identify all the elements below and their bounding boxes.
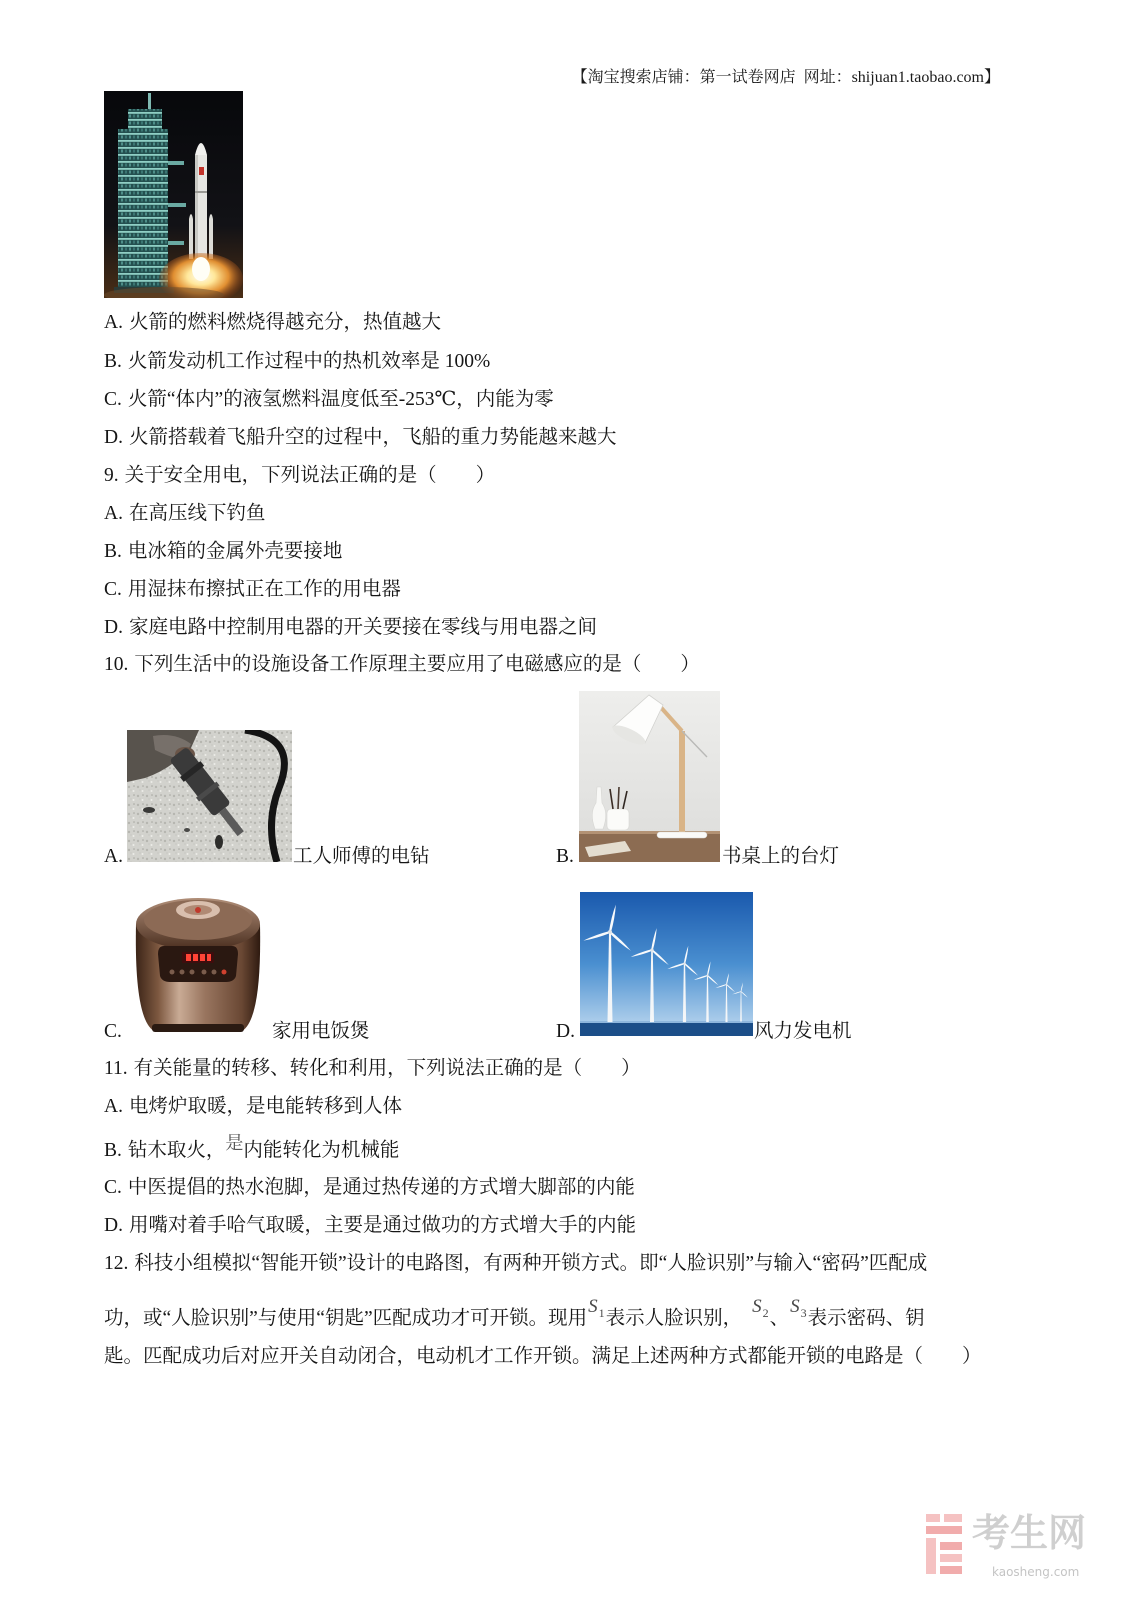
q9-stem xyxy=(104,464,495,488)
control-panel xyxy=(158,946,238,982)
desk-lamp-photo xyxy=(579,691,720,862)
switch-s2-symbol xyxy=(752,1295,769,1320)
q11-option-c xyxy=(104,1176,635,1200)
q9-option-a xyxy=(104,502,265,526)
rocket-launch-photo xyxy=(104,91,243,298)
question-number: 10. xyxy=(104,654,129,675)
q10-option-a-caption: 工人师傅的电钻 xyxy=(293,846,430,867)
q11-option-b xyxy=(104,1133,400,1162)
q9-option-b xyxy=(104,540,342,564)
rice-cooker-photo xyxy=(126,884,270,1038)
kaosheng-logo-icon xyxy=(922,1512,966,1578)
option-label: A. xyxy=(104,1096,123,1117)
option-text: 火箭的燃料燃烧得越充分，热值越大 xyxy=(128,312,441,333)
question-text: 关于安全用电，下列说法正确的是（ ） xyxy=(124,465,496,486)
switch-letter: S xyxy=(588,1296,598,1317)
switch-subscript: 2 xyxy=(762,1306,769,1320)
option-label: B. xyxy=(104,1140,122,1161)
option-text-part: 钻木取火， xyxy=(127,1140,226,1161)
q11-option-a xyxy=(104,1095,402,1119)
option-text: 电烤炉取暖，是电能转移到人体 xyxy=(128,1096,402,1117)
question-number: 12. xyxy=(104,1253,129,1274)
q10-option-d-label: D. xyxy=(556,1021,575,1042)
option-text: 家庭电路中控制用电器的开关要接在零线与用电器之间 xyxy=(128,617,597,638)
q10-option-b-caption: 书桌上的台灯 xyxy=(722,846,840,867)
q11-stem xyxy=(104,1057,641,1081)
option-label: B. xyxy=(104,541,122,562)
q12-stem-line-1 xyxy=(104,1252,927,1276)
question-text: 功，或“人脸识别”与使用“钥匙”匹配成功才可开锁。现用 xyxy=(104,1308,588,1329)
option-text: 电冰箱的金属外壳要接地 xyxy=(127,541,343,562)
question-text: 下列生活中的设施设备工作原理主要应用了电磁感应的是（ ） xyxy=(134,654,700,675)
option-label: C. xyxy=(104,579,122,600)
option-label: C. xyxy=(104,389,122,410)
option-text-raised-glyph: 是 xyxy=(225,1133,244,1153)
switch-subscript: 1 xyxy=(598,1306,605,1320)
wind-turbines-photo xyxy=(580,892,753,1036)
q8-option-d xyxy=(104,426,616,450)
option-text: 火箭发动机工作过程中的热机效率是 100% xyxy=(127,351,491,372)
question-number: 9. xyxy=(104,465,119,486)
q8-option-c xyxy=(104,388,554,412)
switch-s3-symbol xyxy=(790,1295,807,1320)
q10-stem xyxy=(104,653,700,677)
option-text-part: 内能转化为机械能 xyxy=(243,1140,400,1161)
q8-option-a xyxy=(104,311,441,335)
option-text: 用湿抹布擦拭正在工作的用电器 xyxy=(127,579,401,600)
question-text: 有关能量的转移、转化和利用，下列说法正确的是（ ） xyxy=(133,1058,641,1079)
q10-option-c-label: C. xyxy=(104,1021,122,1042)
switch-s1-symbol xyxy=(588,1295,605,1320)
question-number: 11. xyxy=(104,1058,128,1079)
q8-option-b xyxy=(104,350,490,374)
question-text: 匙。匹配成功后对应开关自动闭合，电动机才工作开锁。满足上述两种方式都能开锁的电路是（ ） xyxy=(104,1346,982,1367)
option-label: A. xyxy=(104,503,123,524)
watermark-domain: kaosheng.com xyxy=(992,1565,1080,1579)
option-label: A. xyxy=(104,312,123,333)
q10-option-c-caption: 家用电饭煲 xyxy=(272,1021,370,1042)
q10-option-b-label: B. xyxy=(556,846,574,867)
q11-option-d xyxy=(104,1214,636,1238)
option-text: 中医提倡的热水泡脚，是通过热传递的方式增大脚部的内能 xyxy=(127,1177,635,1198)
q9-option-c xyxy=(104,578,401,602)
q12-stem-line-3 xyxy=(104,1345,982,1369)
option-text: 火箭“体内”的液氢燃料温度低至-253℃，内能为零 xyxy=(127,389,554,410)
watermark-site-name: 考生网 xyxy=(972,1511,1087,1555)
option-label: D. xyxy=(104,1215,123,1236)
option-label: C. xyxy=(104,1177,122,1198)
electric-drill-photo xyxy=(127,730,292,862)
option-label: B. xyxy=(104,351,122,372)
option-text: 在高压线下钓鱼 xyxy=(128,503,266,524)
q12-stem-line-2 xyxy=(104,1296,925,1331)
option-label: D. xyxy=(104,617,123,638)
option-text: 火箭搭载着飞船升空的过程中，飞船的重力势能越来越大 xyxy=(128,427,617,448)
q9-option-d xyxy=(104,616,597,640)
option-text: 用嘴对着手哈气取暖，主要是通过做功的方式增大手的内能 xyxy=(128,1215,636,1236)
question-text: 、 xyxy=(769,1308,790,1329)
option-label: D. xyxy=(104,427,123,448)
q10-option-a-label: A. xyxy=(104,846,123,867)
question-text: 表示密码、钥 xyxy=(807,1308,925,1329)
switch-subscript: 3 xyxy=(800,1306,807,1320)
switch-letter: S xyxy=(790,1296,800,1317)
switch-letter: S xyxy=(752,1296,762,1317)
question-text: 表示人脸识别， xyxy=(605,1308,743,1329)
question-text: 科技小组模拟“智能开锁”设计的电路图，有两种开锁方式。即“人脸识别”与输入“密码”匹配成 xyxy=(134,1253,928,1274)
q10-option-d-caption: 风力发电机 xyxy=(754,1021,852,1042)
header-store-info: 【淘宝搜索店铺：第一试卷网店 网址：shijuan1.taobao.com】 xyxy=(571,69,1000,86)
